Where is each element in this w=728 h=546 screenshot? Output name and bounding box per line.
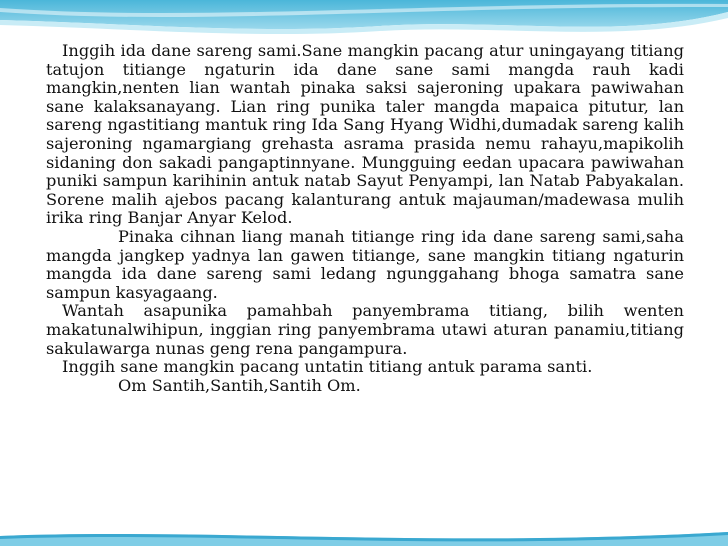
paragraph-parama-santi: Om Santih,Santih,Santih Om. [118,375,361,395]
paragraph-apology: Wantah asapunika pamahbah panyembrama titiang, bilih wenten makatunalwihipun, inggian ring panyembrama utawi aturan panamiu,titiang sakulawarga nunas geng rena pangampura. [46,301,684,358]
paragraph-opening: Inggih ida dane sareng sami.Sane mangkin pacang atur uningayang titiang tatujon titiange ngaturin ida dane sane sami mangda rauh kadi mangkin,nenten lian wantah pinaka saksi sajeroning upakara pawiwahan sane kalaksanayang. Lian ring punika taler mangda mapaica pitutur, lan sareng ngastitiang mantuk ring Ida Sang Hyang Widhi,dumadak sareng kalih sajeroning ngamargiang grehasta asrama prasida nemu rahayu,mapikolih sidaning don sakadi pangaptinnyane. Mungguing eedan upacara pawiwahan puniki sampun karihinin antuk natab Sayut Penyampi, lan Natab Pabyakalan. Sorene malih ajebos pacang kalanturang antuk majauman/madewasa mulih irika ring Banjar Anyar Kelod. [46,41,684,228]
speech-text-body [46,42,684,395]
paragraph-closing-intro: Inggih sane mangkin pacang untatin titiang antuk parama santi. [62,357,593,377]
paragraph-bhoga: Pinaka cihnan liang manah titiange ring ida dane sareng sami,saha mangda jangkep yadnya lan gawen titiange, sane mangkin titiang ngaturin mangda ida dane sareng sami ledang ngunggahang bhoga samatra sane sampun kasyagaang. [46,226,684,302]
header-wave-band [0,0,728,34]
